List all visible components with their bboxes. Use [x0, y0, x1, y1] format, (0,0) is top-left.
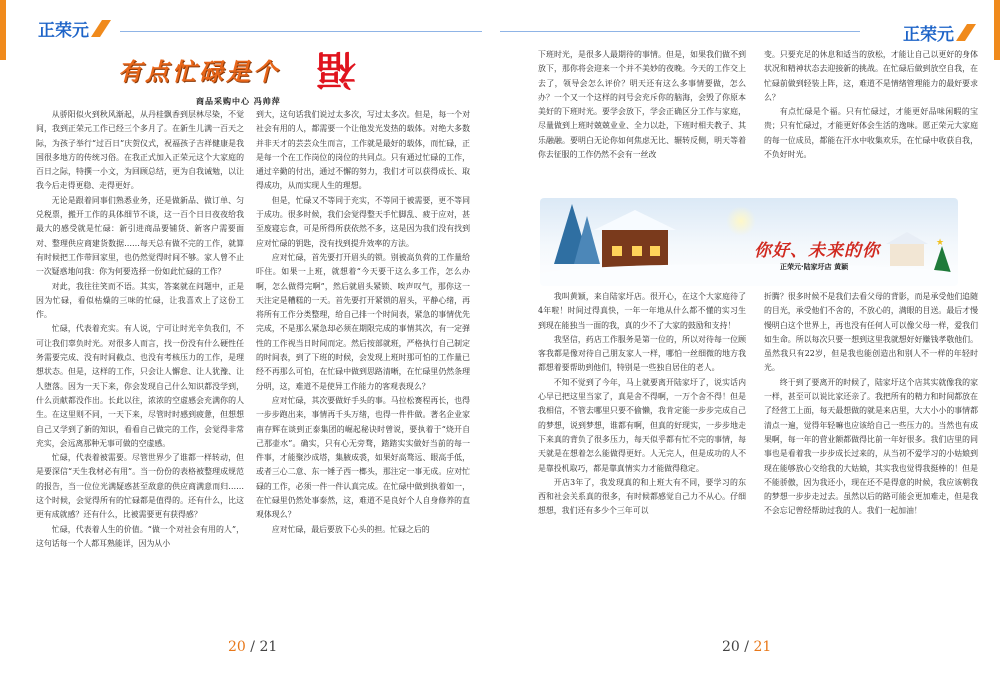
paragraph: 我叫黄颖，来自陆家圩店。很开心，在这个大家庭待了4年啦！时间过得真快，一年一年地从什么都不懂的实习生到现在能独当一面的我，真的少不了大家的鼓励和支持！ — [538, 292, 746, 330]
left-column-1 — [36, 108, 244, 610]
article-banner — [540, 198, 958, 286]
brand-mark-icon — [956, 24, 976, 41]
paragraph: 终于到了要离开的时候了，陆家圩这个店其实就像我的家一样，甚至可以说比家还亲了。我把所有的精力和时间都放在了经营工上面，每天最想做的就是来店里，大大小小的事情都清点一遍，觉得年轻嘛也应该给自己一些压力的。当然也有成果啊，每一年的营业额都做得比前一年好很多。我们店里的同事也是看着我一步步成长过来的，从当初不爱学习的小姑娘到现在能够放心交给我的大姑娘，其实我也觉得我挺棒的！但是不能骄傲，因为我还小，现在还不是得意的时候，我应该朝我的梦想一步步走过去。虽然以后的路可能会更加难走，但是我不会忘记曾经帮助过我的人。我们一起加油！ — [764, 377, 978, 516]
paragraph: 应对忙碌，其次要做好手头的事。马拉松赛程再长，也得一步步跑出来，事情再千头万绪，也得一件件做。著名企业家南存辉在谈到正泰集团的崛起秘诀时曾说，要执着于“烧开自己那壶水”。确实，只有心无旁骛，踏踏实实做好当前的每一件事，才能聚沙成塔，集腋成裘，如果好高骛远、眼高手低，或者三心二意、东一锤子西一榔头，那注定一事无成。应对忙碌的工作，必须一件一件认真完成。在忙碌中做到执着如一，在忙碌里仍然处事泰然，这，难道不是良好个人自身修养的直观体现么？ — [256, 395, 470, 520]
paragraph: 从骄阳似火到秋风渐起，从丹桂飘香到层林尽染，不觉间，我到正荣元工作已经三个多月了。在新生儿满一百天之际，为孩子举行“过百日”庆贺仪式，祝福孩子吉祥健康是我国很多地方的传统习俗。在我正式加入正荣元这个大家庭的百日之际，特撰一小文，为回顾总结，更为自我诫勉，以让我今后走得更稳、走得更好。 — [36, 110, 244, 191]
brand-mark-icon — [91, 20, 111, 37]
paragraph: 忙碌，代表着充实。有人说，宁可让时光辛负我们，不可让我们辜负时光。对很多人而言，找一份没有什么硬性任务需要完成、没有时间截点、也没有考核压力的工作，是理想状态。但是，这样的工作，只会让人懈怠、让人犹豫、让人堕落。因为一天下来，你会发现自己什么知识都没学到，什么贡献都没作出。长此以往，浓浓的空虚感会充满你的人生。在这里则不同，一天下来，尽管时时感到疲惫，但想想自己又学到了新的知识，看看自己做完的工作，会觉得非常充实，会远离那种无事可做的空虚感。 — [36, 324, 244, 448]
page-number-separator: / — [744, 639, 749, 655]
paragraph: 我坚信，药店工作服务是第一位的，所以对待每一位顾客我都是像对待自己朋友家人一样，哪怕一丝细微的地方我都想着要帮助到他们，特别是一些独自居住的老人。 — [538, 334, 746, 373]
orange-edge-bar — [0, 0, 6, 60]
paragraph: 折腾？很多时候不是我们去看父母的背影，而是承受他们追随的目光，承受他们不舍的，不放心的，满眼的目送。最后才慢慢明白这个世界上，再也没有任何人可以像父母一样，爱我们如生命。所以每次只要一想到这里我就想好好赚钱孝敬他们。虽然我只有22岁，但是我也能创造出和别人不一样的年轻时光。 — [764, 292, 978, 373]
brand-logo-text: 正荣元 — [903, 25, 954, 45]
page-number-current: 21 — [753, 639, 772, 655]
paragraph: 下班时光，是很多人最期待的事情。但是，如果我们做不到放下，那你将会迎来一个并不美妙的夜晚。今天的工作交上去了，领导会怎么评价？明天还有这么多事情要做，怎么办？一个又一个这样的问号会充斥你的脑海，会毁了你原本美好的下班时光。要学会放下，学会正确区分工作与家庭，尽量做到上班时兢兢业业、全力以赴，下班时相夫教子、其乐融融。要明白无论你如何焦虑无比、辗转反侧，明天等着你去征服的工作仍然不会有一丝改 — [538, 50, 746, 160]
page-number-current: 20 — [228, 639, 246, 655]
right-top-column-2 — [764, 48, 978, 194]
snowy-tree-icon — [574, 216, 600, 264]
header-rule — [500, 31, 860, 32]
paragraph: 应对忙碌，最后要放下心头的担。忙碌之后的 — [271, 524, 430, 534]
article-title-text: 有点忙碌是个 — [118, 57, 280, 86]
article-byline: 商品采购中心 冯帅萍 — [196, 97, 281, 106]
right-bottom-column-1 — [538, 290, 746, 610]
snow-roof — [594, 210, 676, 230]
paragraph: 应对忙碌，首先要打开眉头的锁。别被高负荷的工作量给吓住。如果一上班，就想着“今天要干这么多工作，怎么办啊，怎么做得完啊”，然后就眉头紧锁、唉声叹气，那你这一天注定是糟糕的一天。首先要打开紧锁的眉头，平静心绪，再将所有工作分类整理，给自己排一个时间表，紧急的事情优先完成，不是那么紧急却必须在期限完成的事情其次，有一定弹性的工作视当日时间而定。然后按部就班，严格执行自己制定的时间表，到了下班的时候，会发现上班时那可怕的工作量已经不再那么可怕，在忙碌中做到思路清晰，在忙碌里仍然条理分明，这，难道不是使异工作能力的客观表现么？ — [256, 252, 470, 391]
lit-window — [650, 246, 660, 256]
fu-character-icon: 福 — [316, 46, 356, 93]
article-title — [118, 46, 368, 92]
header-rule — [120, 31, 482, 32]
paragraph: 忙碌，代表着被需要。尽管世界少了谁都一样转动，但是要深信“天生我材必有用”。当一份份的表格被整理成规范的报告，当一位位光满疑惑甚至敌意的供应商满意而归……这个时候，会觉得所有的忙碌都是值得的。还有什么，比这更有成就感？还有什么，比被需要更有获得感？ — [36, 453, 244, 520]
small-house-icon — [890, 242, 924, 266]
page-number-separator: / — [250, 639, 255, 655]
page-number — [228, 639, 277, 655]
lit-window — [632, 246, 642, 256]
brand-logo — [38, 16, 111, 41]
paragraph: 变。只要充足的休息和适当的放松，才能让自己以更好的身体状况和精神状态去迎接新的挑战。在忙碌后做到放空自我，在忙碌前做到轻装上阵，这，难道不是情绪管理能力的最好要求么？ — [764, 50, 978, 102]
star-icon: ★ — [936, 238, 945, 248]
right-bottom-column-2 — [764, 290, 978, 610]
snow-roof — [886, 232, 928, 244]
brand-logo-text: 正荣元 — [38, 21, 89, 41]
page-number-other: 21 — [259, 639, 278, 655]
paragraph: 到大，这句话我们说过太多次，写过太多次。但是，每一个对社会有用的人，都需要一个让他发光发热的载体。对绝大多数并非天才的芸芸众生而言，工作就是最好的载体，而忙碌，正是每一个在工作岗位的岗位的共同点。只有通过忙碌的工作，通过辛勤的付出，通过不懈的努力，我们才可以获得成长、取得成功，从而实现人生的理想。 — [256, 110, 470, 191]
paragraph: 开店3年了，我发现真的和上班大有不同，要学习的东西和社会关系真的很多，有时候都感觉自己力不从心。仔细想想，我们还有多少个三年可以 — [538, 477, 746, 516]
page-number-other: 20 — [722, 639, 740, 655]
paragraph: 但是，忙碌又不等同于充实，不等同于被需要，更不等同于成功。很多时候，我们会觉得整天手忙脚乱、疲于应对，甚至废寝忘食，可是所得所获依然不多，这是因为我们没有找到应对忙碌的钥匙，没有找到提升效率的方法。 — [256, 195, 470, 248]
banner-author: 正荣元·陆家圩店 黄颖 — [780, 263, 849, 271]
snow-ground — [540, 264, 958, 286]
right-page — [500, 0, 1000, 683]
paragraph: 不知不觉到了今年，马上就要离开陆家圩了，说实话内心早已把这里当家了，真是舍不得啊，一万个舍不得！但是我相信，不管去哪里只要不偷懒，我肯定能一步步完成自己的梦想，说到梦想，谁都有啊，但真的好现实，一步步地走下来真的背负了很多压力，每天似乎都有忙不完的事情，每天就是在想着怎么能做得更好。人无完人，但是成功的人不是靠投机取巧，都是靠真情实力才能做得稳定。 — [538, 377, 746, 473]
paragraph: 有点忙碌是个福。只有忙碌过，才能更好品味闲暇的宝贵；只有忙碌过，才能更好体会生活的逸味。愿正荣元大家庭的每一位成员，都能在汗水中收集欢乐，在忙碌中收获自我，不负好时光。 — [764, 107, 978, 160]
paragraph: 忙碌，代表着人生的价值。“做一个对社会有用的人”，这句话每一个人都耳熟能详，因为从小 — [36, 524, 244, 548]
brand-logo — [903, 20, 976, 45]
lit-window — [612, 246, 622, 256]
paragraph: 对此，我往往笑而不语。其实，答案就在问题中，正是因为忙碌，看似枯燥的三味的忙碌，让我喜欢上了这份工作。 — [36, 281, 244, 320]
left-column-2 — [256, 108, 470, 610]
paragraph: 无论是跟着同事们熟悉业务，还是做新品、做订单、匀兑税票，搬开工作的具体细节不谈，这一百个日日夜夜给我最大的感受就是忙碌：新引进商品要铺货、新客户需要面对、整理供应商建货数据……每天总有做不完的工作，就算有时候把工作带回家里，也仍然觉得时间不够。家人曾不止一次疑惑地问我：你为何要选择一份如此忙碌的工作？ — [36, 195, 244, 277]
orange-edge-bar — [994, 0, 1000, 60]
glow-decoration — [726, 206, 756, 236]
page-number — [722, 639, 771, 655]
banner-title: 你好、未来的你 — [754, 241, 880, 261]
right-top-column-1 — [538, 48, 746, 194]
